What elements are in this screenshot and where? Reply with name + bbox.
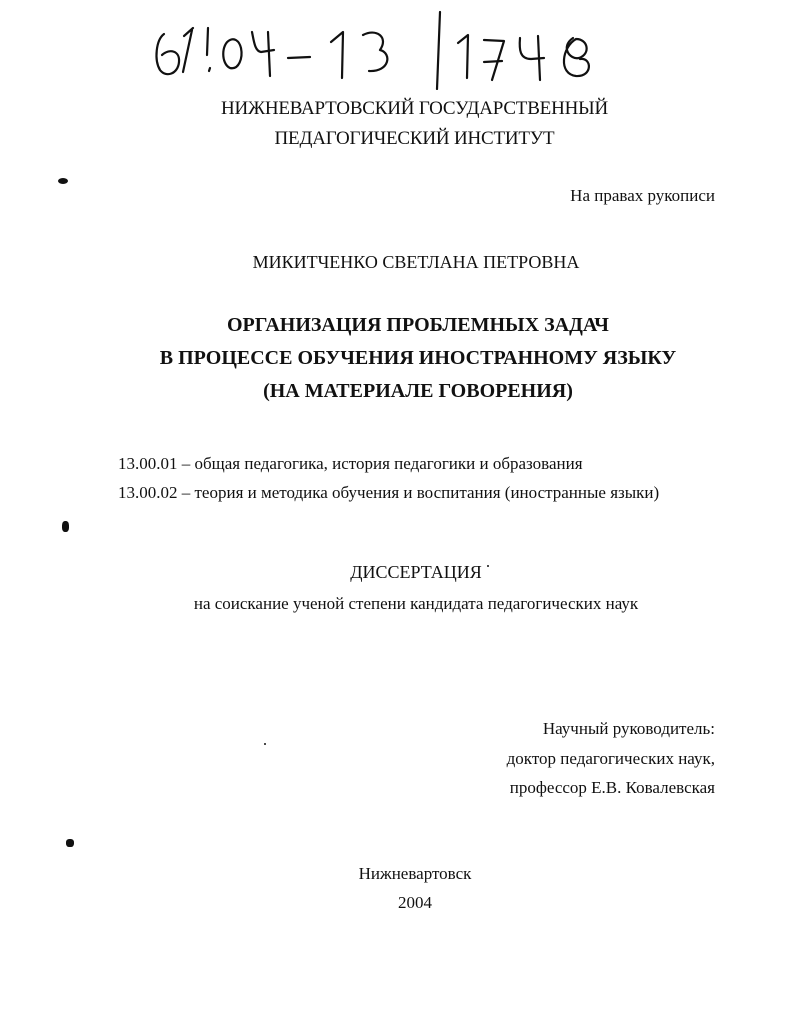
- dissertation-title-line-2: В ПРОЦЕССЕ ОБУЧЕНИЯ ИНОСТРАННОМУ ЯЗЫКУ: [159, 347, 677, 369]
- scan-speck: [264, 743, 266, 745]
- publication-year: 2004: [398, 893, 432, 912]
- city-name: Нижневартовск: [358, 864, 472, 883]
- specialty-code-1: 13.00.01 – общая педагогика, история педагогики и образования: [118, 454, 583, 473]
- supervisor-label: Научный руководитель:: [542, 719, 715, 738]
- supervisor-name: профессор Е.В. Ковалевская: [509, 778, 715, 797]
- dissertation-title-line-3: (НА МАТЕРИАЛЕ ГОВОРЕНИЯ): [263, 380, 573, 402]
- binding-hole-mark: [58, 178, 68, 184]
- document-type: ДИССЕРТАЦИЯ: [350, 562, 482, 582]
- handwritten-code-signature: [148, 10, 618, 90]
- dissertation-title-line-1: ОРГАНИЗАЦИЯ ПРОБЛЕМНЫХ ЗАДАЧ: [227, 314, 609, 336]
- manuscript-rights-note: На правах рукописи: [570, 186, 715, 205]
- degree-description: на соискание ученой степени кандидата педагогических наук: [193, 594, 639, 613]
- binding-hole-mark: [66, 839, 74, 847]
- author-name: МИКИТЧЕНКО СВЕТЛАНА ПЕТРОВНА: [252, 252, 580, 272]
- specialty-code-2: 13.00.02 – теория и методика обучения и воспитания (иностранные языки): [118, 483, 660, 502]
- supervisor-degree: доктор педагогических наук,: [506, 749, 715, 768]
- institution-name-line-1: НИЖНЕВАРТОВСКИЙ ГОСУДАРСТВЕННЫЙ: [220, 98, 609, 119]
- scan-speck: [487, 565, 489, 567]
- institution-name-line-2: ПЕДАГОГИЧЕСКИЙ ИНСТИТУТ: [274, 128, 555, 149]
- binding-hole-mark: [62, 521, 69, 532]
